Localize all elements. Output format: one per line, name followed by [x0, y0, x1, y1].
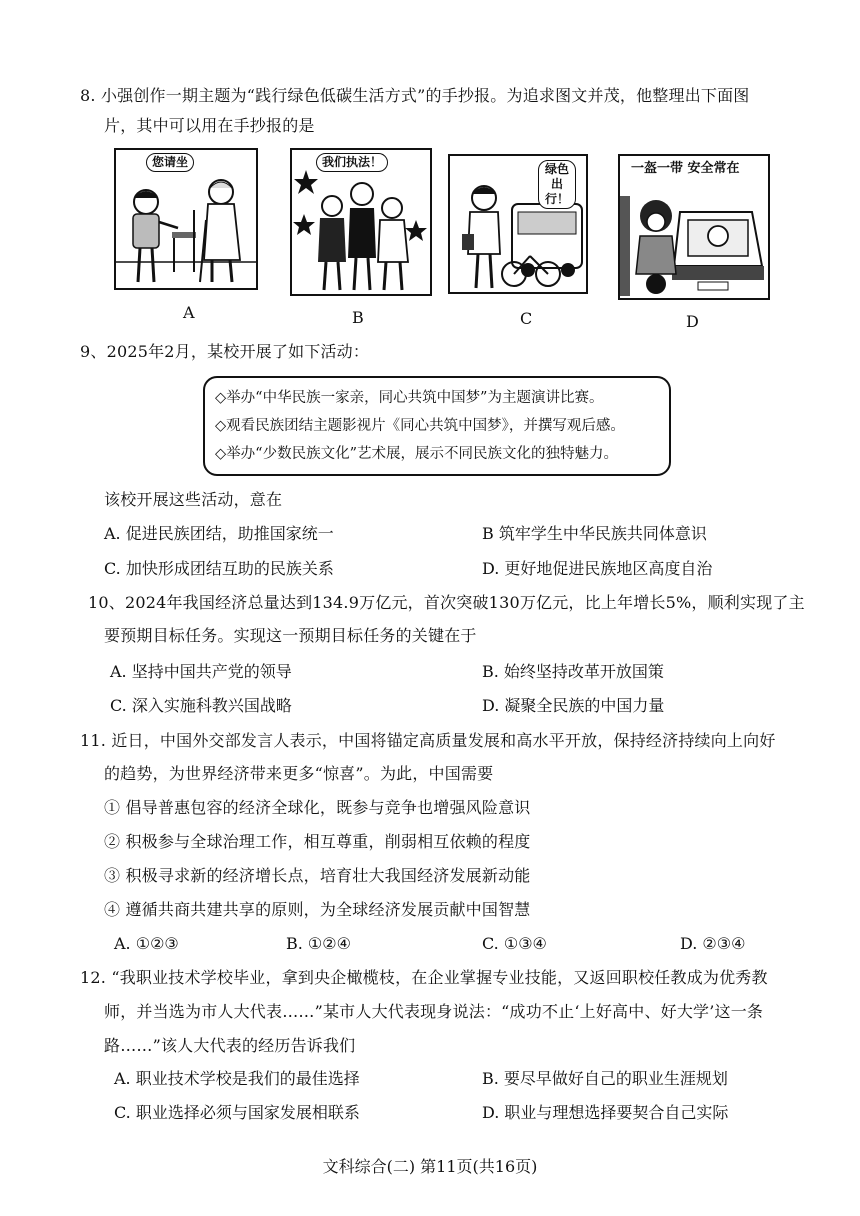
- q12-stem-line3: 路……”该人大代表的经历告诉我们: [104, 1036, 356, 1055]
- q11-item-1: ① 倡导普惠包容的经济全球化，既参与竞争也增强风险意识: [104, 798, 531, 817]
- q11-option-c: C. ①③④: [482, 934, 547, 953]
- q12-option-b: B. 要尽早做好自己的职业生涯规划: [482, 1069, 728, 1088]
- image-b-law-enforcement: [290, 148, 432, 296]
- image-d-helmet-safety: [618, 154, 770, 300]
- caption-d: D: [686, 312, 699, 331]
- q12-option-c: C. 职业选择必须与国家发展相联系: [114, 1103, 360, 1122]
- q11-stem-line2: 的趋势，为世界经济带来更多“惊喜”。为此，中国需要: [104, 764, 494, 783]
- q10-option-c: C. 深入实施科教兴国战略: [110, 696, 292, 715]
- q10-stem-line1: 10、2024年我国经济总量达到134.9万亿元，首次突破130万亿元，比上年增长5%，顺利实现了主: [88, 593, 805, 612]
- q8-stem-line2: 片，其中可以用在手抄报的是: [104, 116, 315, 135]
- caption-b: B: [352, 308, 364, 327]
- q11-option-a: A. ①②③: [114, 934, 179, 953]
- image-a-offer-seat: [114, 148, 258, 290]
- q10-option-d: D. 凝聚全民族的中国力量: [482, 696, 665, 715]
- q9-activity-1: ◇举办“中华民族一家亲，同心共筑中国梦”为主题演讲比赛。: [215, 390, 604, 406]
- q10-option-b: B. 始终坚持改革开放国策: [482, 662, 664, 681]
- q12-stem-line2: 师，并当选为市人大代表……”某市人大代表现身说法：“成功不止‘上好高中、好大学’这一条: [104, 1002, 764, 1021]
- bubble-d: 一盔一带 安全常在: [631, 161, 740, 176]
- caption-a: A: [183, 303, 195, 322]
- q10-option-a: A. 坚持中国共产党的领导: [110, 662, 292, 681]
- q9-activity-box: [203, 376, 671, 476]
- q11-item-2: ② 积极参与全球治理工作，相互尊重，削弱相互依赖的程度: [104, 832, 531, 851]
- page-footer: 文科综合(二) 第11页(共16页): [322, 1157, 538, 1176]
- bubble-b: 我们执法！: [316, 153, 388, 172]
- q11-option-d: D. ②③④: [680, 934, 746, 953]
- q12-stem-line1: 12. “我职业技术学校毕业，拿到央企橄榄枝，在企业掌握专业技能，又返回职校任教成为优秀教: [80, 968, 768, 987]
- q12-option-d: D. 职业与理想选择要契合自己实际: [482, 1103, 729, 1122]
- bubble-a: 您请坐: [146, 153, 194, 172]
- q9-option-d: D. 更好地促进民族地区高度自治: [482, 559, 713, 578]
- q9-activity-2: ◇观看民族团结主题影视片《同心共筑中国梦》，并撰写观后感。: [215, 418, 625, 434]
- q12-option-a: A. 职业技术学校是我们的最佳选择: [114, 1069, 360, 1088]
- caption-c: C: [520, 309, 533, 328]
- q9-option-c: C. 加快形成团结互助的民族关系: [104, 559, 334, 578]
- q11-item-4: ④ 遵循共商共建共享的原则，为全球经济发展贡献中国智慧: [104, 900, 531, 919]
- q9-option-a: A. 促进民族团结，助推国家统一: [104, 524, 334, 543]
- q11-stem-line1: 11. 近日，中国外交部发言人表示，中国将锚定高质量发展和高水平开放，保持经济持续向上向好: [80, 731, 776, 750]
- q9-question: 该校开展这些活动，意在: [104, 490, 283, 509]
- image-c-green-travel: [448, 154, 588, 294]
- q10-stem-line2: 要预期目标任务。实现这一预期目标任务的关键在于: [104, 626, 477, 645]
- q8-stem-line1: 8. 小强创作一期主题为“践行绿色低碳生活方式”的手抄报。为追求图文并茂，他整理出下面图: [80, 86, 750, 105]
- q11-option-b: B. ①②④: [286, 934, 351, 953]
- q9-activity-3: ◇举办“少数民族文化”艺术展，展示不同民族文化的独特魅力。: [215, 446, 618, 462]
- q9-option-b: B 筑牢学生中华民族共同体意识: [482, 524, 707, 543]
- q9-stem: 9、2025年2月，某校开展了如下活动：: [80, 342, 370, 361]
- bubble-c: 绿色出行！: [538, 160, 576, 209]
- q11-item-3: ③ 积极寻求新的经济增长点，培育壮大我国经济发展新动能: [104, 866, 531, 885]
